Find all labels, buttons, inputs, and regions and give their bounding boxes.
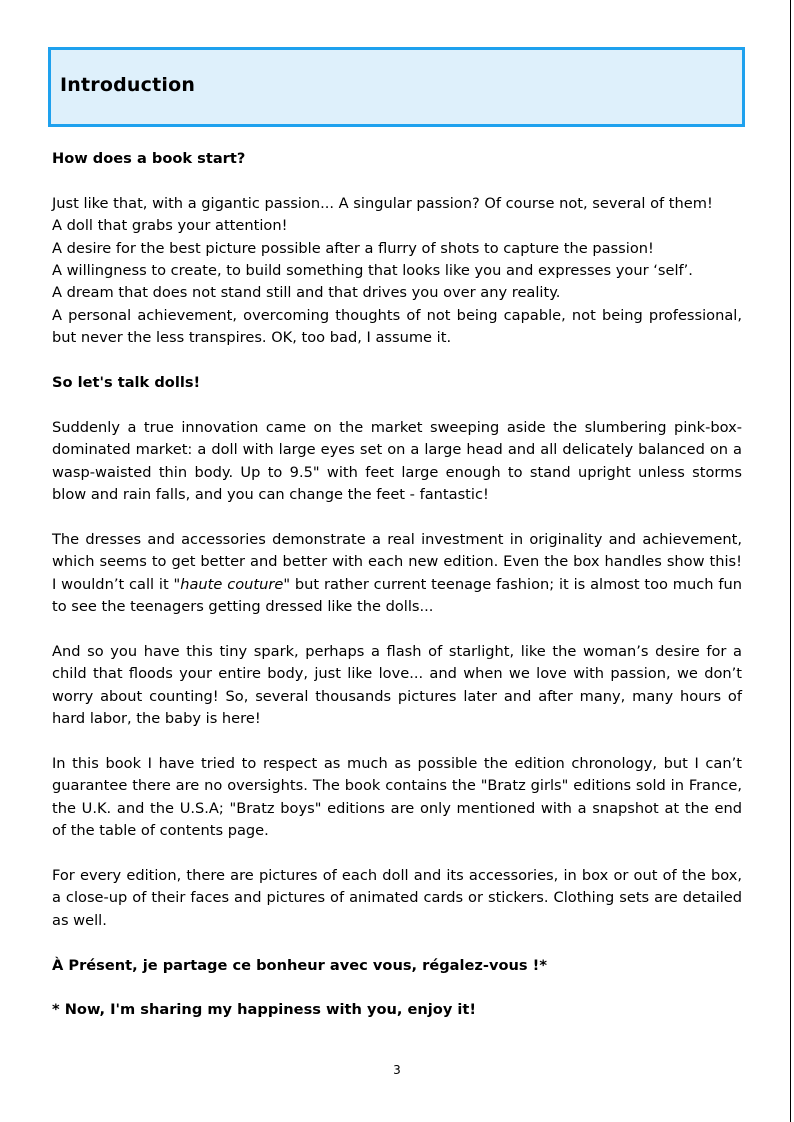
intro-line: A willingness to create, to build something that looks like you and expresses your ‘self’. — [52, 262, 693, 280]
paragraph-dresses-part1: The dresses and accessories demonstrate a real investment in originality and achievement, which seems to get better and better with each new edition. Even the box handles show this! I wouldn’t call it — [52, 530, 742, 593]
paragraph-spark: And so you have this tiny spark, perhaps a flash of starlight, like the woman’s desire for a child that floods your entire body, just like love... and when we love with passion, we don’t worry about counting! So, several thousands pictures later and after many, many hours of hard labor, the baby is here! — [52, 642, 742, 728]
title-box — [48, 47, 745, 127]
page-edge-line — [790, 0, 791, 1122]
page-title: Introduction — [60, 74, 196, 96]
paragraph-dresses — [52, 529, 742, 619]
intro-line: A dream that does not stand still and that drives you over any reality. — [52, 284, 561, 302]
heading-how-book-starts: How does a book start? — [52, 150, 246, 167]
page-number: 3 — [393, 1063, 401, 1077]
paragraph-innovation: Suddenly a true innovation came on the market sweeping aside the slumbering pink-box-dominated market: a doll with large eyes set on a large head and all delicately balanced on a wasp-waisted thin body. Up to 9.5" with feet large enough to stand upright unless storms blow and rain falls, and you can change the feet - fantastic! — [52, 418, 742, 504]
heading-talk-dolls: So let's talk dolls! — [52, 374, 201, 392]
paragraph-chronology: In this book I have tried to respect as much as possible the edition chronology, but I can’t guarantee there are no oversights. The book contains the "Bratz girls" editions sold in France, the U.K. and the U.S.A; "Bratz boys" editions are only mentioned with a snapshot at the end of the table of contents page. — [52, 754, 742, 840]
intro-line: A doll that grabs your attention! — [52, 217, 288, 235]
intro-paragraph — [52, 193, 742, 350]
intro-line: A personal achievement, overcoming thoughts of not being capable, not being professional, but never the less transpires. OK, too bad, I assume it. — [52, 306, 742, 347]
haute-couture-italic: "haute couture" — [173, 575, 291, 593]
paragraph-editions: For every edition, there are pictures of each doll and its accessories, in box or out of the box, a close-up of their faces and pictures of animated cards or stickers. Clothing sets are detailed as well. — [52, 866, 742, 929]
intro-line: Just like that, with a gigantic passion... A singular passion? Of course not, several of them! — [52, 194, 713, 212]
french-closing-line: À Présent, je partage ce bonheur avec vous, régalez-vous !* — [52, 956, 547, 974]
body-text — [52, 148, 742, 1044]
intro-line: A desire for the best picture possible after a flurry of shots to capture the passion! — [52, 239, 654, 257]
translation-line: * Now, I'm sharing my happiness with you, enjoy it! — [52, 1001, 477, 1019]
paragraph-dresses-part2: but rather current teenage fashion; it is almost too much fun to see the teenagers getting dressed like the dolls... — [52, 575, 742, 616]
